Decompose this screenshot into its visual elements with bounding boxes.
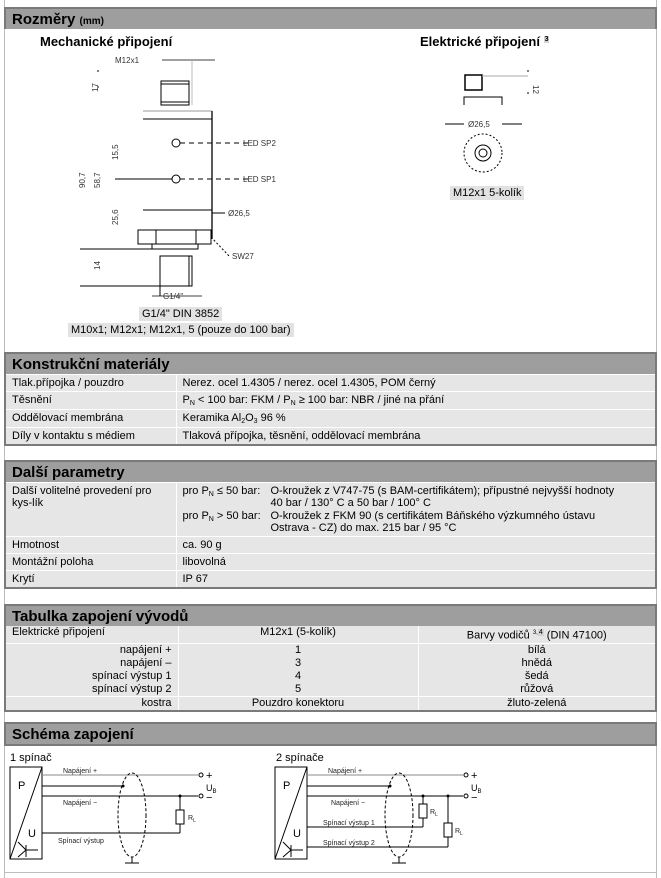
text-part: ≤ 50 bar:	[213, 485, 261, 497]
led-sp2-label: LED SP2	[243, 139, 276, 148]
dim-25-6: 25,6	[111, 209, 120, 225]
label-output: Spínací výstup	[58, 838, 104, 845]
parameters-table	[4, 482, 657, 589]
subscript: B	[212, 789, 217, 795]
table-row	[6, 696, 655, 710]
table-row	[6, 683, 655, 697]
header-cell: M12x1 (5-kolík)	[178, 626, 418, 643]
condition-value	[271, 510, 596, 534]
section-header-wiring	[4, 722, 657, 746]
row-value	[176, 392, 655, 410]
dim-90-7: 90,7	[78, 172, 87, 188]
text-part: 96 %	[257, 412, 286, 424]
subscript: N	[208, 516, 214, 523]
dim-58-7: 58,7	[93, 172, 102, 188]
dim-14: 14	[93, 261, 102, 270]
text-part: Barvy vodičů	[466, 629, 530, 642]
caption-2-text: M10x1; M12x1; M12x1, 5 (pouze do 100 bar)	[68, 323, 294, 337]
wiring-diagram-1	[8, 765, 238, 865]
label-supply-plus: Napájení +	[328, 768, 363, 775]
row-label: Tlak.přípojka / pouzdro	[6, 375, 176, 392]
label-rl	[188, 815, 196, 824]
unit-label: (mm)	[79, 16, 104, 27]
junction-dot	[179, 795, 182, 798]
pin-name: napájení –	[6, 657, 178, 670]
electrical-caption-text: M12x1 5-kolík	[450, 186, 524, 200]
pin-name: spínací výstup 2	[6, 683, 178, 697]
wire-color: šedá	[524, 669, 549, 682]
label-output-2: Spínací výstup 2	[323, 840, 375, 847]
text-part: pro P	[182, 485, 209, 497]
section-title: Další parametry	[12, 464, 125, 481]
row-label: Těsnění	[6, 392, 176, 410]
row-value	[176, 483, 655, 537]
table-row	[6, 554, 655, 571]
label-p: P	[283, 780, 291, 792]
section-title: Tabulka zapojení vývodů	[12, 608, 189, 625]
text-line: O-kroužek z V747-75 (s BAM-certifikátem); přípustné nejvyšší hodnoty	[270, 485, 615, 497]
text-part: Keramika Al	[182, 412, 242, 424]
section-header-dimensions	[4, 7, 657, 29]
text-line: 40 bar / 130° C a 50 bar / 100° C	[270, 497, 431, 509]
section-title: Rozměry	[12, 11, 76, 28]
mechanical-caption-2	[68, 324, 294, 336]
table-row	[6, 483, 655, 537]
text-part: R	[430, 809, 436, 816]
table-row	[6, 410, 655, 428]
row-label: Díly v kontaktu s médiem	[6, 428, 176, 445]
wiring-1-title: 1 spínač	[10, 752, 52, 764]
row-value: Tlaková přípojka, těsnění, oddělovací membrána	[176, 428, 655, 445]
dim-diameter: Ø26,5	[228, 209, 250, 218]
label-minus: −	[471, 792, 478, 804]
text-line: O-kroužek z FKM 90 (s certifikátem Báňského výzkumného ústavu	[270, 510, 596, 522]
dim-15-5: 15,5	[111, 144, 120, 160]
junction-dot	[422, 795, 425, 798]
bottom-divider	[4, 872, 657, 873]
pin-number: 3	[178, 657, 418, 670]
junction-dot	[122, 785, 125, 788]
electrical-drawing	[440, 60, 560, 190]
label-plus: +	[471, 770, 478, 782]
condition-value	[271, 485, 615, 509]
label-u: U	[28, 828, 36, 840]
section-header-materials	[4, 352, 657, 374]
table-header-row	[6, 626, 655, 643]
footnote-marker: 3	[544, 35, 549, 43]
junction-dot	[447, 795, 450, 798]
row-label: Montážní poloha	[6, 554, 176, 571]
subscript: L	[193, 818, 196, 824]
dim-12: 12	[531, 85, 540, 94]
row-value: Nerez. ocel 1.4305 / nerez. ocel 1.4305, POM černý	[176, 375, 655, 392]
condition-label	[183, 510, 271, 534]
label-rl-2	[455, 828, 463, 837]
pin-number: 5	[178, 683, 418, 697]
pin-name: kostra	[6, 696, 178, 710]
table-row	[6, 571, 655, 588]
label-rl-1	[430, 809, 438, 818]
wire-color: hnědá	[521, 656, 553, 669]
label-output-1: Spínací výstup 1	[323, 820, 375, 827]
label-minus: −	[206, 792, 213, 804]
row-label: Oddělovací membrána	[6, 410, 176, 428]
section-header-parameters	[4, 460, 657, 482]
header-cell: Elektrické připojení	[6, 626, 178, 643]
sw-label: SW27	[232, 252, 254, 261]
table-row	[6, 392, 655, 410]
table-row	[6, 375, 655, 392]
row-label: Další volitelné provedení pro kys-lík	[6, 483, 176, 537]
subscript: 2	[241, 418, 246, 425]
header-cell	[418, 626, 655, 643]
label-p: P	[18, 780, 26, 792]
table-row	[6, 670, 655, 683]
subscript: 3	[253, 418, 258, 425]
text-part: > 50 bar:	[213, 510, 261, 522]
row-value: ca. 90 g	[176, 537, 655, 554]
label-u: U	[293, 828, 301, 840]
subscript: B	[477, 789, 482, 795]
row-value: libovolná	[176, 554, 655, 571]
label-plus: +	[206, 770, 213, 782]
pinout-table	[4, 626, 657, 712]
wiring-2-title: 2 spínače	[276, 752, 324, 764]
text-part: P	[182, 394, 190, 406]
subscript: L	[435, 812, 438, 818]
pin-number: 1	[178, 643, 418, 657]
mechanical-drawing	[0, 50, 330, 310]
table-row	[6, 428, 655, 445]
text-part: U	[471, 783, 478, 793]
subscript: N	[208, 491, 214, 498]
text-line: Ostrava - CZ) do max. 215 bar / 95 °C	[270, 522, 457, 534]
row-label: Krytí	[6, 571, 176, 588]
subscript: N	[290, 400, 296, 407]
text-part: < 100 bar: FKM / P	[194, 394, 291, 406]
wire-color: žluto-zelená	[418, 696, 655, 710]
text-part: U	[206, 783, 213, 793]
pin-name: spínací výstup 1	[6, 670, 178, 683]
led-sp1-label: LED SP1	[243, 175, 276, 184]
section-title: Konstrukční materiály	[12, 356, 170, 373]
text-part: R	[188, 815, 194, 822]
label-supply-plus: Napájení +	[63, 768, 98, 775]
pin-number: Pouzdro konektoru	[178, 696, 418, 710]
junction-dot	[389, 785, 392, 788]
top-thread	[161, 81, 189, 105]
wire-color: růžová	[520, 682, 554, 695]
table-row	[6, 657, 655, 670]
electrical-dim-diameter: Ø26,5	[468, 120, 490, 129]
label-supply-minus: Napájení −	[331, 800, 366, 807]
row-label: Hmotnost	[6, 537, 176, 554]
electrical-title	[420, 34, 549, 49]
pin-name: napájení +	[6, 643, 178, 657]
superscript: 4	[538, 629, 543, 636]
section-title: Schéma zapojení	[12, 726, 134, 743]
wiring-diagram-2	[273, 765, 503, 865]
row-value	[176, 410, 655, 428]
dim-thread-top: M12x1	[115, 56, 140, 65]
electrical-caption	[450, 187, 524, 199]
label-supply-minus: Napájení −	[63, 800, 98, 807]
subscript: L	[460, 831, 463, 837]
caption-1-text: G1/4" DIN 3852	[139, 307, 222, 321]
text-part: O	[245, 412, 254, 424]
dim-thread-bottom: G1/4"	[163, 292, 184, 301]
mechanical-title: Mechanické připojení	[40, 34, 173, 49]
text-part: R	[455, 828, 461, 835]
electrical-title-text: Elektrické připojení	[420, 34, 540, 49]
superscript: 3,	[532, 630, 538, 636]
table-row	[6, 537, 655, 554]
subscript: N	[189, 400, 195, 407]
materials-table	[4, 374, 657, 446]
pin-number: 4	[178, 670, 418, 683]
table-row	[6, 643, 655, 657]
text-part: (DIN 47100)	[546, 629, 607, 642]
mechanical-caption-1	[139, 308, 222, 320]
text-part: ≥ 100 bar: NBR / jiné na přání	[295, 394, 445, 406]
condition-label	[183, 485, 271, 509]
section-header-pinout	[4, 604, 657, 626]
text-part: pro P	[182, 510, 209, 522]
dim-17: 17	[91, 83, 100, 92]
row-value: IP 67	[176, 571, 655, 588]
wire-color: bílá	[418, 643, 655, 657]
